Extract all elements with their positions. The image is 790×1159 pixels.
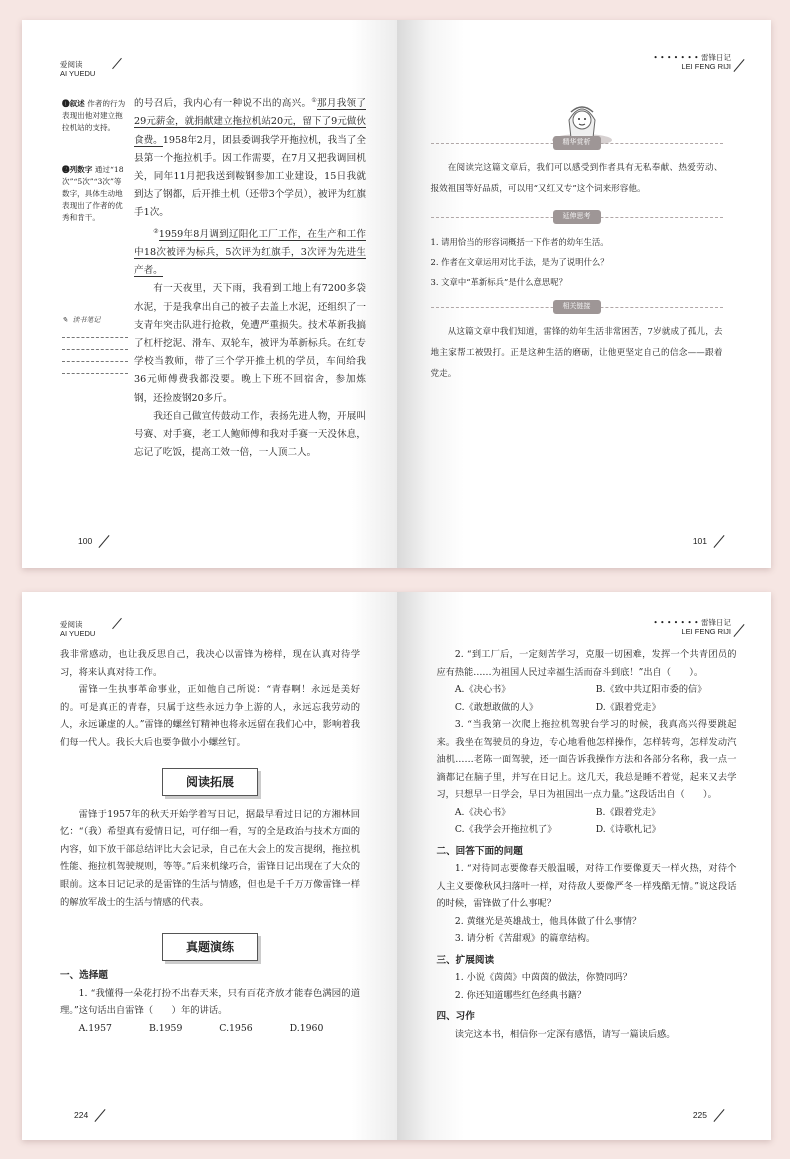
- question: 1. “对待同志要像春天般温暖，对待工作要像夏天一样火热，对待个人主义要像秋风扫落叶一样，对待敌人要像严冬一样残酷无情。”说这段话的时候，雷锋做了什么事呢？: [436, 863, 737, 909]
- reading-notes-label: 读书笔记: [72, 316, 101, 324]
- analysis-text: 在阅读完这篇文章后，我们可以感受到作者具有无私奉献、热爱劳动、报效祖国等好品质，可以用“又红又专”这个词来形容他。: [430, 163, 723, 194]
- question: 2. 你还知道哪些红色经典书籍？: [454, 989, 587, 1001]
- question: 2. 黄继光是英雄战士，他具体做了什么事情？: [454, 915, 642, 927]
- page-101: [397, 20, 772, 568]
- option: B.1959: [148, 1022, 183, 1034]
- options: [60, 1020, 360, 1038]
- page-header-left: 爱阅读 AI YUEDU: [60, 60, 95, 78]
- section-box-title: 真题演练: [162, 933, 258, 961]
- page-number: 225: [693, 1110, 727, 1120]
- paragraph: ②1959年8月调到辽阳化工厂工作，在生产和工作中18次被评为标兵，5次评为红旗手，3次评为先进生产者。: [134, 227, 366, 277]
- page-number: 224: [74, 1110, 108, 1120]
- option: B.《致中共辽阳市委的信》: [595, 684, 707, 695]
- paragraph: 我还自己做宣传鼓动工作，表扬先进人物，开展叫号赛、对手赛，老工人鲍师傅和我对手赛一天没休息，忘记了吃饭，提高工效一倍，一人顶二人。: [134, 410, 366, 459]
- question: 2. “到工厂后，一定刻苦学习，克服一切困难，发挥一个共青团员的应有热能……为祖国人民过幸福生活而奋斗到底！”出自（ ）。: [436, 649, 737, 678]
- paragraph: 我非常感动，也让我反思自己，我决心以雷锋为榜样，现在认真对待学习，将来认真对待工作。: [60, 649, 360, 678]
- option: C.《我学会开拖拉机了》: [454, 824, 557, 835]
- paragraph: 雷锋于1957年的秋天开始学着写日记，据最早看过日记的方湘林回忆：“（我）希望真有爱情日记，可仔细一看，写的全是政治与技术方面的内容，如下放干部总结评比大会记录，自己在大会上的发言提纲，拖拉机性能、拖拉机驾驶规则，等等。”后来机缘巧合，雷锋日记出现在了大众的眼前。这本日记记录的是雷锋的生活与情感，但也是千千万万像雷锋一样的解放军战士的生活与情感的代表。: [60, 808, 360, 908]
- main-text: [437, 646, 737, 1043]
- note-label: ❶叙述: [62, 99, 85, 108]
- option: D.1960: [289, 1022, 324, 1034]
- section-heading: 二、回答下面的问题: [436, 845, 523, 857]
- note-text: 作者的行为表现出他对建立拖拉机站的支持。: [62, 99, 126, 132]
- main-text: [134, 92, 366, 462]
- pen-icon: ✎: [62, 316, 68, 324]
- option: D.《诗歌札记》: [595, 824, 661, 835]
- question: 读完这本书，相信你一定深有感悟，请写一篇读后感。: [454, 1028, 676, 1040]
- margin-notes: [62, 98, 128, 385]
- page-header-left: 爱阅读 AI YUEDU: [60, 620, 95, 638]
- list-item: 1. 请用恰当的形容词概括一下作者的幼年生活。: [430, 237, 609, 247]
- list-item: 3. 文章中“革新标兵”是什么意思呢？: [430, 277, 567, 287]
- page-100: [22, 20, 397, 568]
- paragraph: 雷锋一生执事革命事业，正如他自己所说：“青春啊！永远是美好的。可是真正的青春，只属于这些永远力争上游的人，永远忘我劳动的人，永远谦虚的人。”雷锋的螺丝钉精神也将永远留在我们心中，影响着我们每一代人。我长大后也要争做小小螺丝钉。: [60, 684, 360, 748]
- option: C.《敢想敢做的人》: [454, 701, 539, 713]
- note-text: 通过“18次”“5次”“3次”等数字，具体生动地表现出了作者的优秀和肯干。: [62, 165, 124, 222]
- question: 1. “我懂得一朵花打扮不出春天来，只有百花齐放才能春色满园的道理。”这句话出自雷锋（ ）年的讲话。: [60, 987, 360, 1017]
- reading-notes: [62, 312, 128, 326]
- page-number: 101: [693, 536, 727, 546]
- section-band: 精华赏析: [431, 136, 723, 150]
- options: [437, 804, 737, 839]
- page-224: [22, 592, 397, 1140]
- spread-bottom: [22, 592, 771, 1140]
- question-list: [431, 232, 723, 292]
- options: [437, 681, 737, 716]
- option: A.1957: [78, 1022, 112, 1034]
- main-text: [60, 646, 360, 1038]
- page-header-right: • • • • • • • 雷锋日记 LEI FENG RIJI: [653, 53, 731, 71]
- margin-note-2: [62, 164, 128, 224]
- question: 3. “当我第一次爬上拖拉机驾驶台学习的时候，我真高兴得要跳起来。我坐在驾驶员的身边，专心地看他怎样操作，怎样转弯，怎样发动汽油机……老陈一面驾驶，还一面告诉我操作方法和各部分名称，我一点一滴都记在脑子里，并写在日记上。这几天，我总是睡不着觉，起来又去学习，只想早一日学会，早日为祖国出一点力量。”这段话出自（ ）。: [436, 719, 737, 800]
- option: A.《决心书》: [454, 684, 511, 695]
- option: A.《决心书》: [454, 806, 511, 818]
- analysis-block: [431, 136, 723, 385]
- note-label: ❷列数字: [62, 165, 93, 174]
- list-item: 2. 作者在文章运用对比手法，是为了说明什么？: [430, 257, 609, 267]
- page-225: [397, 592, 772, 1140]
- page-header-right: • • • • • • • 雷锋日记 LEI FENG RIJI: [653, 618, 731, 636]
- section-band: 相关链接: [431, 300, 723, 314]
- link-text: 从这篇文章中我们知道，雷锋的幼年生活非常困苦，7岁就成了孤儿，去地主家帮工被毁打。正是这种生活的磨砺，让他更坚定自己的信念——跟着党走。: [430, 327, 723, 379]
- section-heading: 四、习作: [436, 1011, 475, 1022]
- margin-note-1: [62, 98, 128, 134]
- paragraph: 有一天夜里，天下雨，我看到工地上有7200多袋水泥，于是我拿出自己的被子去盖上水泥，还组织了一支青年突击队进行抢救，免遭严重损失。技术革新我搞了杠杆挖泥、滑车、双轮车，被评为革新标兵。在红专学校当教师，带了三个学开推土机的学员，车间给我36元师傅费我都没要。晚上下班不回宿舍，参加炼钢，还捡废钢20多斤。: [134, 283, 366, 404]
- paragraph: 的号召后，我内心有一种说不出的高兴。①那月我领了29元薪金，就捐献建立拖拉机站20元，留下了9元做伙食费。1958年2月，团县委调我学开拖拉机，我当了全县第一个拖拉机手。因工作需要，在7月又把我调回机关，同年11月把我送到鞍钢参加工业建设，15日我就到达了钢都，后开推土机（还带3个学员），被评为红旗手1次。: [134, 97, 367, 219]
- question: 3. 请分析《苦甜观》的篇章结构。: [454, 933, 596, 944]
- section-box-title: 阅读拓展: [162, 768, 258, 796]
- section-heading: 三、扩展阅读: [436, 954, 495, 966]
- spread-top: [22, 20, 771, 568]
- section-heading: 一、选择题: [60, 970, 108, 982]
- option: D.《跟着党走》: [595, 701, 661, 713]
- question: 1. 小说《茵茵》中茵茵的做法，你赞同吗？: [454, 972, 632, 983]
- page-number: 100: [78, 536, 112, 546]
- option: B.《跟着党走》: [595, 806, 661, 818]
- section-band: 延伸思考: [431, 210, 723, 224]
- option: C.1956: [219, 1022, 253, 1034]
